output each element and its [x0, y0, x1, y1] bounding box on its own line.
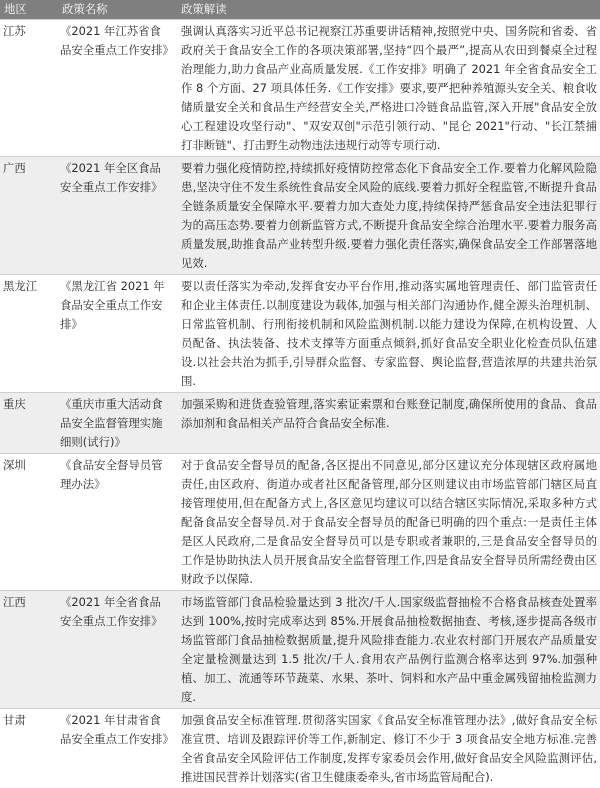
policy-detail-cell: 对于食品安全督导员的配备,各区提出不同意见,部分区建议充分体现辖区政府属地责任,由区政府、街道办或者社区配备管理,部分区则建议由市场监管部门辖区局直接管理使用,但在配备方式上,各区意见均建议可以结合辖区实际情况,采取多种方式配备食品安全督导员.对于食品安全督导员的配备已明确的四个重点:一是责任主体是区人民政府,二是食品安全督导员可以是专职或者兼职的,三是食品安全督导员的工作是协助执法人员开展食品安全监督管理工作,四是食品安全督导员所需经费由区财政予以保障. — [177, 454, 600, 591]
table-row — [0, 454, 600, 591]
region-cell: 黑龙江 — [0, 275, 58, 393]
table-header — [0, 0, 600, 20]
header-region: 地区 — [0, 0, 58, 20]
policy-detail-cell: 市场监管部门食品检验量达到 3 批次/千人.国家级监督抽检不合格食品核查处置率达到 100%,按时完成率达到 85%.开展食品抽检数据抽查、考核,逐步提高各级市场监管部门食品抽检数据质量,提升风险排查能力.农业农村部门开展农产品质量安全定量检测量达到 1.5 批次/千人.食用农产品例行监测合格率达到 97%.加强种植、加工、流通等环节蔬菜、水果、茶叶、饲料和水产品中重金属残留抽检监测力度. — [177, 591, 600, 709]
table-row — [0, 393, 600, 454]
policy-name-cell: 《2021 年全省食品安全重点工作安排》 — [58, 591, 177, 709]
region-cell: 广西 — [0, 157, 58, 275]
policy-detail-cell: 要着力强化疫情防控,持续抓好疫情防控常态化下食品安全工作.要着力化解风险隐患,坚决守住不发生系统性食品安全风险的底线.要着力抓好全程监管,不断提升食品全链条质量安全保障水平.要着力加大查处力度,持续保持严惩食品安全违法犯罪行为的高压态势.要着力创新监管方式,不断提升食品安全综合治理水平.要着力服务高质量发展,助推食品产业转型升级.要着力强化责任落实,确保食品安全工作部署落地见效. — [177, 157, 600, 275]
policy-name-cell: 《2021 年全区食品安全重点工作安排》 — [58, 157, 177, 275]
policy-name-cell: 《重庆市重大活动食品安全监督管理实施细则(试行)》 — [58, 393, 177, 454]
table-row — [0, 591, 600, 709]
header-policy-detail: 政策解读 — [177, 0, 600, 20]
table-body — [0, 20, 600, 788]
policy-name-cell: 《食品安全督导员管理办法》 — [58, 454, 177, 591]
table-row — [0, 157, 600, 275]
policy-detail-cell: 加强食品安全标准管理.贯彻落实国家《食品安全标准管理办法》,做好食品安全标准宣贯、培训及跟踪评价等工作,新制定、修订不少于 3 项食品安全地方标准.完善全省食品安全风险评估工作制度,发挥专家委员会作用,做好食品安全风险监测评估,推进国民营养计划落实(省卫生健康委牵头,省市场监管局配合). — [177, 709, 600, 788]
policy-detail-cell: 要以责任落实为牵动,发挥食安办平台作用,推动落实属地管理责任、部门监管责任和企业主体责任.以制度建设为载体,加强与相关部门沟通协作,健全源头治理机制、日常监管机制、行刑衔接机制和风险监测机制.以能力建设为保障,在机构设置、人员配备、执法装备、技术支撑等方面重点倾斜,抓好食品安全职业化检查员队伍建设.以社会共治为抓手,引导群众监督、专家监督、舆论监督,营造浓厚的共建共治氛围. — [177, 275, 600, 393]
region-cell: 江苏 — [0, 20, 58, 157]
header-policy-name: 政策名称 — [58, 0, 177, 20]
policy-name-cell: 《2021 年甘肃省食品安全重点工作安排》 — [58, 709, 177, 788]
region-cell: 深圳 — [0, 454, 58, 591]
region-cell: 江西 — [0, 591, 58, 709]
table-row — [0, 275, 600, 393]
policy-name-cell: 《2021 年江苏省食品安全重点工作安排》 — [58, 20, 177, 157]
policy-detail-cell: 加强采购和进货查验管理,落实索证索票和台账登记制度,确保所使用的食品、食品添加剂和食品相关产品符合食品安全标准. — [177, 393, 600, 454]
policy-detail-cell: 强调认真落实习近平总书记视察江苏重要讲话精神,按照党中央、国务院和省委、省政府关于食品安全工作的各项决策部署,坚持“四个最严”,提高从农田到餐桌全过程治理能力,助力食品产业高质量发展.《工作安排》明确了 2021 年全省食品安全工作 8 个方面、27 项具体任务.《工作安排》要求,要严把种养殖源头安全关、粮食收储质量安全关和食品生产经营安全关,严格进口冷链食品监管,深入开展"食品安全放心工程建设攻坚行动"、"双安双创"示范引领行动、"昆仑 2021"行动、"长江禁捕打非断链"、打击野生动物违法违规行动等专项行动. — [177, 20, 600, 157]
region-cell: 重庆 — [0, 393, 58, 454]
table-row — [0, 20, 600, 157]
region-cell: 甘肃 — [0, 709, 58, 788]
policy-name-cell: 《黑龙江省 2021 年食品安全重点工作安排》 — [58, 275, 177, 393]
table-row — [0, 709, 600, 788]
header-row — [0, 0, 600, 20]
